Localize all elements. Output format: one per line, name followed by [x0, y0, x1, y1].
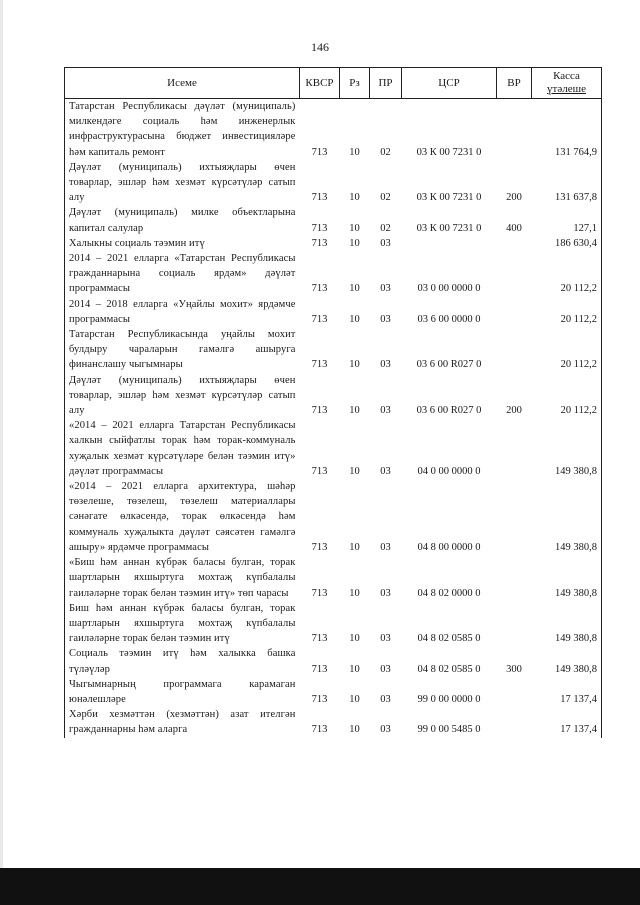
header-csr: ЦСР [402, 68, 497, 99]
row-rz: 10 [349, 283, 360, 295]
header-vr: ВР [497, 68, 532, 99]
row-csr: 04 8 00 0000 0 [417, 541, 481, 553]
row-pr: 03 [380, 359, 391, 371]
row-kvsr: 713 [311, 633, 328, 645]
header-rz: Рз [340, 68, 370, 99]
row-csr: 04 8 02 0585 0 [417, 663, 481, 675]
row-kvsr: 713 [311, 724, 328, 736]
row-name: Дәүләт (муниципаль) ихтыяҗлары өчен товарлар, эшләр һәм хезмәт күрсәтүләр сатып алу [65, 373, 300, 419]
header-pr: ПР [370, 68, 402, 99]
row-rz: 10 [349, 405, 360, 417]
row-vr [497, 99, 532, 160]
row-csr [402, 236, 497, 251]
row-kvsr: 713 [311, 693, 328, 705]
header-name: Исеме [65, 68, 300, 99]
row-vr [497, 236, 532, 251]
row-csr: 04 8 02 0585 0 [417, 633, 481, 645]
row-rz: 10 [349, 313, 360, 325]
row-vr: 400 [506, 222, 522, 234]
header-kassa [532, 68, 602, 99]
row-kvsr: 713 [311, 237, 328, 249]
row-name: Дәүләт (муниципаль) ихтыяҗлары өчен товарлар, эшләр һәм хезмәт күрсәтүләр сатып алу [65, 160, 300, 206]
table-row [65, 251, 602, 297]
row-amount: 131 764,9 [532, 99, 602, 160]
row-vr [497, 418, 532, 479]
row-csr: 03 К 00 7231 0 [416, 222, 482, 234]
scan-edge [0, 0, 3, 905]
row-pr: 03 [380, 724, 391, 736]
row-kvsr: 713 [311, 465, 328, 477]
row-rz: 10 [349, 633, 360, 645]
row-csr: 04 0 00 0000 0 [417, 465, 481, 477]
row-rz: 10 [349, 587, 360, 599]
table-body [65, 99, 602, 738]
row-rz: 10 [349, 663, 360, 675]
row-name: «Биш һәм аннан күбрәк баласы булган, торак шартларын яхшыртуга мохтаҗ күпбалалы гаиләләрне торак белән тәэмин итү» төп чарасы [65, 555, 300, 601]
row-amount: 20 112,2 [532, 373, 602, 419]
row-kvsr: 713 [311, 146, 328, 158]
row-name: «2014 – 2021 елларга архитектура, шәһәр төзелеше, төзелеш, төзелеш материаллары сәнәгате өлкәсендә, торак өлкәсендә һәм коммуналь хуҗалыкта дәүләт сәясәтен гамәлгә ашыру» ярдәмче программасы [65, 479, 300, 555]
row-vr [497, 555, 532, 601]
row-name: Хәрби хезмәттән (хезмәттән) азат ителгән гражданнарны һәм аларга [65, 707, 300, 737]
row-amount: 149 380,8 [532, 418, 602, 479]
row-pr: 03 [380, 541, 391, 553]
row-csr: 03 К 00 7231 0 [416, 146, 482, 158]
row-name: Дәүләт (муниципаль) милке объектларына капитал салулар [65, 205, 300, 235]
row-csr: 03 6 00 0000 0 [417, 313, 481, 325]
row-name: Татарстан Республикасында уңайлы мохит булдыру чараларын гамәлгә ашыруга финанслашу чыгымнары [65, 327, 300, 373]
row-rz: 10 [349, 541, 360, 553]
row-amount: 149 380,8 [532, 646, 602, 676]
table-header-row [65, 68, 602, 99]
row-csr: 99 0 00 0000 0 [417, 693, 481, 705]
row-pr: 03 [380, 237, 391, 249]
table-row [65, 327, 602, 373]
row-kvsr: 713 [311, 283, 328, 295]
row-vr [497, 327, 532, 373]
row-name: Чыгымнарның программага карамаган юнәлешләре [65, 677, 300, 707]
row-amount: 20 112,2 [532, 297, 602, 327]
header-kassa-line1: Касса [553, 70, 580, 83]
row-pr: 02 [380, 146, 391, 158]
scan-bottom-bar [0, 868, 640, 905]
row-pr: 03 [380, 283, 391, 295]
row-kvsr: 713 [311, 663, 328, 675]
row-amount: 127,1 [532, 205, 602, 235]
row-rz: 10 [349, 192, 360, 204]
row-kvsr: 713 [311, 405, 328, 417]
row-vr [497, 677, 532, 707]
row-pr: 03 [380, 587, 391, 599]
row-kvsr: 713 [311, 313, 328, 325]
row-pr: 02 [380, 192, 391, 204]
row-vr: 200 [506, 192, 522, 204]
table-row [65, 707, 602, 737]
row-kvsr: 713 [311, 587, 328, 599]
row-amount: 149 380,8 [532, 479, 602, 555]
row-csr: 03 6 00 R027 0 [416, 405, 482, 417]
row-amount: 17 137,4 [532, 677, 602, 707]
row-vr [497, 707, 532, 737]
row-rz: 10 [349, 724, 360, 736]
row-name: Биш һәм аннан күбрәк баласы булган, торак шартларын яхшыртуга мохтаҗ күпбалалы гаиләләрне торак белән тәэмин итү [65, 601, 300, 647]
row-kvsr: 713 [311, 541, 328, 553]
row-rz: 10 [349, 146, 360, 158]
row-vr [497, 297, 532, 327]
row-amount: 186 630,4 [532, 236, 602, 251]
row-name: 2014 – 2018 елларга «Уңайлы мохит» ярдәмче программасы [65, 297, 300, 327]
row-pr: 03 [380, 465, 391, 477]
row-csr: 04 8 02 0000 0 [417, 587, 481, 599]
table-row [65, 205, 602, 235]
row-pr: 03 [380, 405, 391, 417]
table-row [65, 479, 602, 555]
row-amount: 131 637,8 [532, 160, 602, 206]
row-amount: 17 137,4 [532, 707, 602, 737]
row-csr: 03 6 00 R027 0 [416, 359, 482, 371]
table-row [65, 297, 602, 327]
budget-table [64, 67, 602, 738]
row-kvsr: 713 [311, 192, 328, 204]
row-pr: 03 [380, 633, 391, 645]
row-name: Социаль тәэмин итү һәм халыкка башка түләүләр [65, 646, 300, 676]
row-name: «2014 – 2021 елларга Татарстан Республикасы халкын сыйфатлы торак һәм торак-коммуналь хуҗалык хезмәт күрсәтүләре белән тәэмин итү» дәүләт программасы [65, 418, 300, 479]
row-amount: 20 112,2 [532, 327, 602, 373]
table-row [65, 555, 602, 601]
page-number: 146 [311, 40, 329, 54]
row-pr: 03 [380, 313, 391, 325]
table-row [65, 160, 602, 206]
row-rz: 10 [349, 237, 360, 249]
table-row [65, 646, 602, 676]
row-vr [497, 479, 532, 555]
table-row [65, 373, 602, 419]
row-rz: 10 [349, 693, 360, 705]
table-row [65, 99, 602, 160]
row-amount: 149 380,8 [532, 555, 602, 601]
row-pr: 03 [380, 663, 391, 675]
row-rz: 10 [349, 359, 360, 371]
row-name: Халыкны социаль тәэмин итү [65, 236, 300, 251]
header-kassa-line2: үтәлеше [547, 83, 586, 95]
header-kvsr: КВСР [300, 68, 340, 99]
row-vr: 200 [506, 405, 522, 417]
table-row [65, 418, 602, 479]
row-vr [497, 251, 532, 297]
row-kvsr: 713 [311, 359, 328, 371]
row-rz: 10 [349, 465, 360, 477]
table-row [65, 677, 602, 707]
row-vr: 300 [506, 663, 522, 675]
table-row [65, 601, 602, 647]
row-rz: 10 [349, 222, 360, 234]
row-amount: 20 112,2 [532, 251, 602, 297]
row-kvsr: 713 [311, 222, 328, 234]
row-amount: 149 380,8 [532, 601, 602, 647]
row-csr: 03 0 00 0000 0 [417, 283, 481, 295]
table-row [65, 236, 602, 251]
row-name: 2014 – 2021 елларга «Татарстан Республикасы гражданнарына социаль ярдәм» дәүләт программасы [65, 251, 300, 297]
row-pr: 03 [380, 693, 391, 705]
row-vr [497, 601, 532, 647]
row-csr: 99 0 00 5485 0 [417, 724, 481, 736]
row-pr: 02 [380, 222, 391, 234]
row-name: Татарстан Республикасы дәүләт (муниципаль) милкендәге социаль һәм инженерлык инфраструктурасына бюджет инвестицияләре һәм капиталь ремонт [65, 99, 300, 160]
row-csr: 03 К 00 7231 0 [416, 192, 482, 204]
